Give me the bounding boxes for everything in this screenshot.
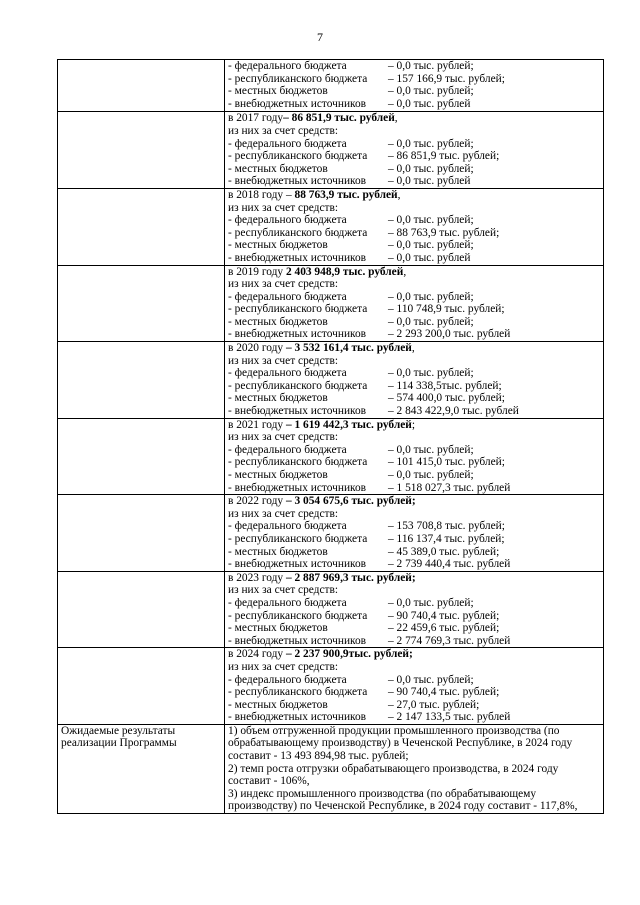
source-name: - местных бюджетов — [228, 545, 328, 558]
source-value: – 2 293 200,0 тыс. рублей — [388, 328, 511, 341]
page-number: 7 — [317, 30, 323, 44]
funding-line — [228, 239, 600, 252]
funding-line — [228, 163, 600, 176]
funding-row-2020 — [58, 342, 604, 419]
funding-line — [228, 635, 600, 648]
funding-block-2016 — [228, 60, 600, 111]
source-value: – 153 708,8 тыс. рублей; — [388, 520, 505, 533]
funding-line — [228, 73, 600, 86]
year-prefix: в 2021 году — [228, 418, 284, 431]
source-name: - местных бюджетов — [228, 315, 328, 328]
source-name: - республиканского бюджета — [228, 609, 368, 622]
source-name: - внебюджетных источников — [228, 405, 367, 418]
source-value: – 86 851,9 тыс. рублей; — [388, 150, 500, 163]
results-label: Ожидаемые результаты реализации Программы — [58, 724, 225, 813]
source-value: – 0,0 тыс. рублей; — [388, 290, 474, 303]
funding-line — [228, 367, 600, 380]
source-value: – 0,0 тыс. рублей; — [388, 367, 474, 380]
funding-line — [228, 150, 600, 163]
source-value: – 2 739 440,4 тыс. рублей — [388, 558, 511, 571]
empty-label-cell — [58, 571, 225, 648]
year-prefix: в 2023 году — [228, 571, 284, 584]
funding-cell — [225, 60, 604, 112]
source-value: – 1 518 027,3 тыс. рублей — [388, 481, 511, 494]
empty-label-cell — [58, 188, 225, 265]
source-value: – 0,0 тыс. рублей — [388, 175, 471, 188]
source-name: - республиканского бюджета — [228, 456, 368, 469]
source-name: - республиканского бюджета — [228, 532, 368, 545]
source-name: - местных бюджетов — [228, 239, 328, 252]
funding-line — [228, 316, 600, 329]
year-prefix: в 2019 году — [228, 265, 284, 278]
year-total: – 86 851,9 тыс. рублей — [283, 112, 395, 125]
year-total: – 1 619 442,3 тыс. рублей — [283, 418, 412, 431]
source-value: – 0,0 тыс. рублей; — [388, 469, 474, 481]
funding-line — [228, 610, 600, 623]
source-value: – 157 166,9 тыс. рублей; — [388, 72, 505, 85]
source-name: - федерального бюджета — [228, 214, 347, 227]
funding-row-2023 — [58, 571, 604, 648]
funding-line — [228, 686, 600, 699]
source-name: - федерального бюджета — [228, 443, 347, 456]
funding-line — [228, 98, 600, 111]
source-value: – 574 400,0 тыс. рублей; — [388, 392, 505, 405]
source-name: - внебюджетных источников — [228, 251, 367, 264]
source-name: - федерального бюджета — [228, 673, 347, 686]
year-heading — [228, 572, 600, 585]
funding-line — [228, 214, 600, 227]
source-name: - внебюджетных источников — [228, 481, 367, 494]
year-subheading: из них за счет средств: — [228, 431, 339, 444]
source-value: – 0,0 тыс. рублей; — [388, 315, 474, 328]
year-heading — [228, 342, 600, 355]
funding-line — [228, 711, 600, 724]
empty-label-cell — [58, 265, 225, 342]
year-total: – 3 054 675,6 тыс. рублей; — [283, 495, 416, 508]
source-name: - местных бюджетов — [228, 392, 328, 405]
source-value: – 110 748,9 тыс. рублей; — [388, 303, 505, 316]
source-value: – 22 459,6 тыс. рублей; — [388, 622, 500, 635]
source-name: - федерального бюджета — [228, 520, 347, 533]
source-value: – 0,0 тыс. рублей; — [388, 85, 474, 98]
year-heading — [228, 112, 600, 125]
result-item: 1) объем отгруженной продукции промышленного производства (по обрабатывающему производству) в Чеченской Республике, в 2024 году составит - 13 493 894,98 тыс. рублей; — [228, 724, 573, 763]
source-name: - внебюджетных источников — [228, 175, 367, 188]
year-cell — [225, 188, 604, 265]
funding-row-2019 — [58, 265, 604, 342]
funding-line — [228, 597, 600, 610]
funding-line — [228, 456, 600, 469]
year-suffix: , — [403, 265, 407, 278]
empty-label-cell — [58, 112, 225, 189]
year-total: 2 403 948,9 тыс. рублей — [283, 265, 404, 278]
year-total: – 2 887 969,3 тыс. рублей; — [283, 571, 416, 584]
year-subheading: из них за счет средств: — [228, 201, 339, 214]
source-value: – 0,0 тыс. рублей; — [388, 214, 474, 227]
funding-line — [228, 699, 600, 712]
funding-row-2024 — [58, 648, 604, 725]
year-cell — [225, 112, 604, 189]
empty-label-cell — [58, 342, 225, 419]
result-item: 2) темп роста отгрузки обрабатывающего производства, в 2024 году составит - 106%, — [228, 762, 559, 788]
source-name: - федерального бюджета — [228, 137, 347, 150]
funding-line — [228, 622, 600, 635]
source-value: – 90 740,4 тыс. рублей; — [388, 686, 500, 699]
empty-label-cell — [58, 648, 225, 725]
source-value: – 0,0 тыс. рублей; — [388, 239, 474, 252]
funding-line — [228, 482, 600, 495]
year-total: – 3 532 161,4 тыс. рублей — [283, 342, 412, 355]
source-value: – 27,0 тыс. рублей; — [388, 698, 480, 711]
source-value: – 101 415,0 тыс. рублей; — [388, 456, 505, 469]
funding-line — [228, 405, 600, 418]
funding-line — [228, 138, 600, 151]
source-value: – 2 774 769,3 тыс. рублей — [388, 634, 511, 647]
source-name: - местных бюджетов — [228, 469, 328, 481]
results-row — [58, 724, 604, 813]
funding-line — [228, 558, 600, 571]
empty-label-cell — [58, 418, 225, 495]
source-name: - внебюджетных источников — [228, 558, 367, 571]
year-heading — [228, 266, 600, 279]
year-subheading: из них за счет средств: — [228, 278, 339, 291]
source-name: - федерального бюджета — [228, 290, 347, 303]
source-name: - республиканского бюджета — [228, 72, 368, 85]
year-suffix: ; — [411, 418, 416, 431]
funding-line — [228, 469, 600, 482]
source-name: - местных бюджетов — [228, 162, 328, 175]
year-prefix: в 2024 году — [228, 648, 284, 661]
source-value: – 0,0 тыс. рублей; — [388, 60, 474, 72]
year-cell — [225, 571, 604, 648]
year-heading — [228, 648, 600, 661]
funding-line — [228, 533, 600, 546]
year-heading — [228, 189, 600, 202]
source-value: – 45 389,0 тыс. рублей; — [388, 545, 500, 558]
year-suffix: , — [397, 188, 401, 201]
source-value: – 0,0 тыс. рублей — [388, 97, 471, 110]
funding-row-2017 — [58, 112, 604, 189]
result-item: 3) индекс промышленного производства (по обрабатывающему производству) по Чеченской Республике, в 2024 году составит - 117,8%, — [228, 787, 578, 813]
results-cell — [225, 724, 604, 813]
source-name: - республиканского бюджета — [228, 226, 368, 239]
source-value: – 90 740,4 тыс. рублей; — [388, 609, 500, 622]
year-prefix: в 2017 году — [228, 112, 284, 125]
year-cell — [225, 342, 604, 419]
year-subheading: из них за счет средств: — [228, 584, 339, 597]
empty-label-cell — [58, 495, 225, 572]
funding-line — [228, 303, 600, 316]
source-value: – 0,0 тыс. рублей — [388, 251, 471, 264]
year-cell — [225, 265, 604, 342]
year-total: 88 763,9 тыс. рублей — [291, 188, 398, 201]
source-value: – 0,0 тыс. рублей; — [388, 596, 474, 609]
year-suffix: , — [394, 112, 398, 125]
funding-line — [228, 175, 600, 188]
year-prefix: в 2018 году – — [228, 188, 292, 201]
funding-row — [58, 60, 604, 112]
funding-line — [228, 444, 600, 457]
source-name: - федерального бюджета — [228, 596, 347, 609]
source-value: – 2 843 422,9,0 тыс. рублей — [388, 405, 519, 418]
source-name: - местных бюджетов — [228, 698, 328, 711]
funding-label-cell — [58, 60, 225, 112]
year-subheading: из них за счет средств: — [228, 507, 339, 520]
funding-row-2021 — [58, 418, 604, 495]
source-value: – 2 147 133,5 тыс. рублей — [388, 711, 511, 724]
source-value: – 0,0 тыс. рублей; — [388, 673, 474, 686]
source-name: - местных бюджетов — [228, 622, 328, 635]
funding-line — [228, 227, 600, 240]
source-value: – 0,0 тыс. рублей; — [388, 443, 474, 456]
source-value: – 88 763,9 тыс. рублей; — [388, 226, 500, 239]
funding-line — [228, 520, 600, 533]
year-prefix: в 2020 году — [228, 342, 284, 355]
source-value: – 114 338,5тыс. рублей; — [388, 379, 502, 392]
year-total: – 2 237 900,9тыс. рублей; — [283, 648, 413, 661]
funding-row-2022 — [58, 495, 604, 572]
source-name: - федерального бюджета — [228, 60, 347, 72]
year-cell — [225, 495, 604, 572]
source-name: - внебюджетных источников — [228, 97, 367, 110]
source-name: - республиканского бюджета — [228, 686, 368, 699]
year-subheading: из них за счет средств: — [228, 124, 339, 137]
source-name: - федерального бюджета — [228, 367, 347, 380]
source-name: - местных бюджетов — [228, 85, 328, 98]
year-heading — [228, 419, 600, 432]
funding-row-2018 — [58, 188, 604, 265]
year-cell — [225, 648, 604, 725]
source-value: – 0,0 тыс. рублей; — [388, 137, 474, 150]
funding-line — [228, 392, 600, 405]
year-prefix: в 2022 году — [228, 495, 284, 508]
funding-line — [228, 380, 600, 393]
year-cell — [225, 418, 604, 495]
year-subheading: из них за счет средств: — [228, 354, 339, 367]
source-name: - республиканского бюджета — [228, 303, 368, 316]
source-name: - внебюджетных источников — [228, 328, 367, 341]
source-name: - республиканского бюджета — [228, 150, 368, 163]
funding-line — [228, 328, 600, 341]
funding-line — [228, 85, 600, 98]
funding-line — [228, 252, 600, 265]
source-value: – 0,0 тыс. рублей; — [388, 162, 474, 175]
funding-line — [228, 674, 600, 687]
year-suffix: , — [411, 342, 415, 355]
year-subheading: из них за счет средств: — [228, 660, 339, 673]
source-name: - внебюджетных источников — [228, 634, 367, 647]
source-name: - внебюджетных источников — [228, 711, 367, 724]
funding-line — [228, 546, 600, 559]
funding-line — [228, 60, 600, 73]
source-value: – 116 137,4 тыс. рублей; — [388, 532, 505, 545]
source-name: - республиканского бюджета — [228, 379, 368, 392]
program-passport-table — [57, 59, 604, 814]
funding-line — [228, 291, 600, 304]
year-heading — [228, 495, 600, 508]
